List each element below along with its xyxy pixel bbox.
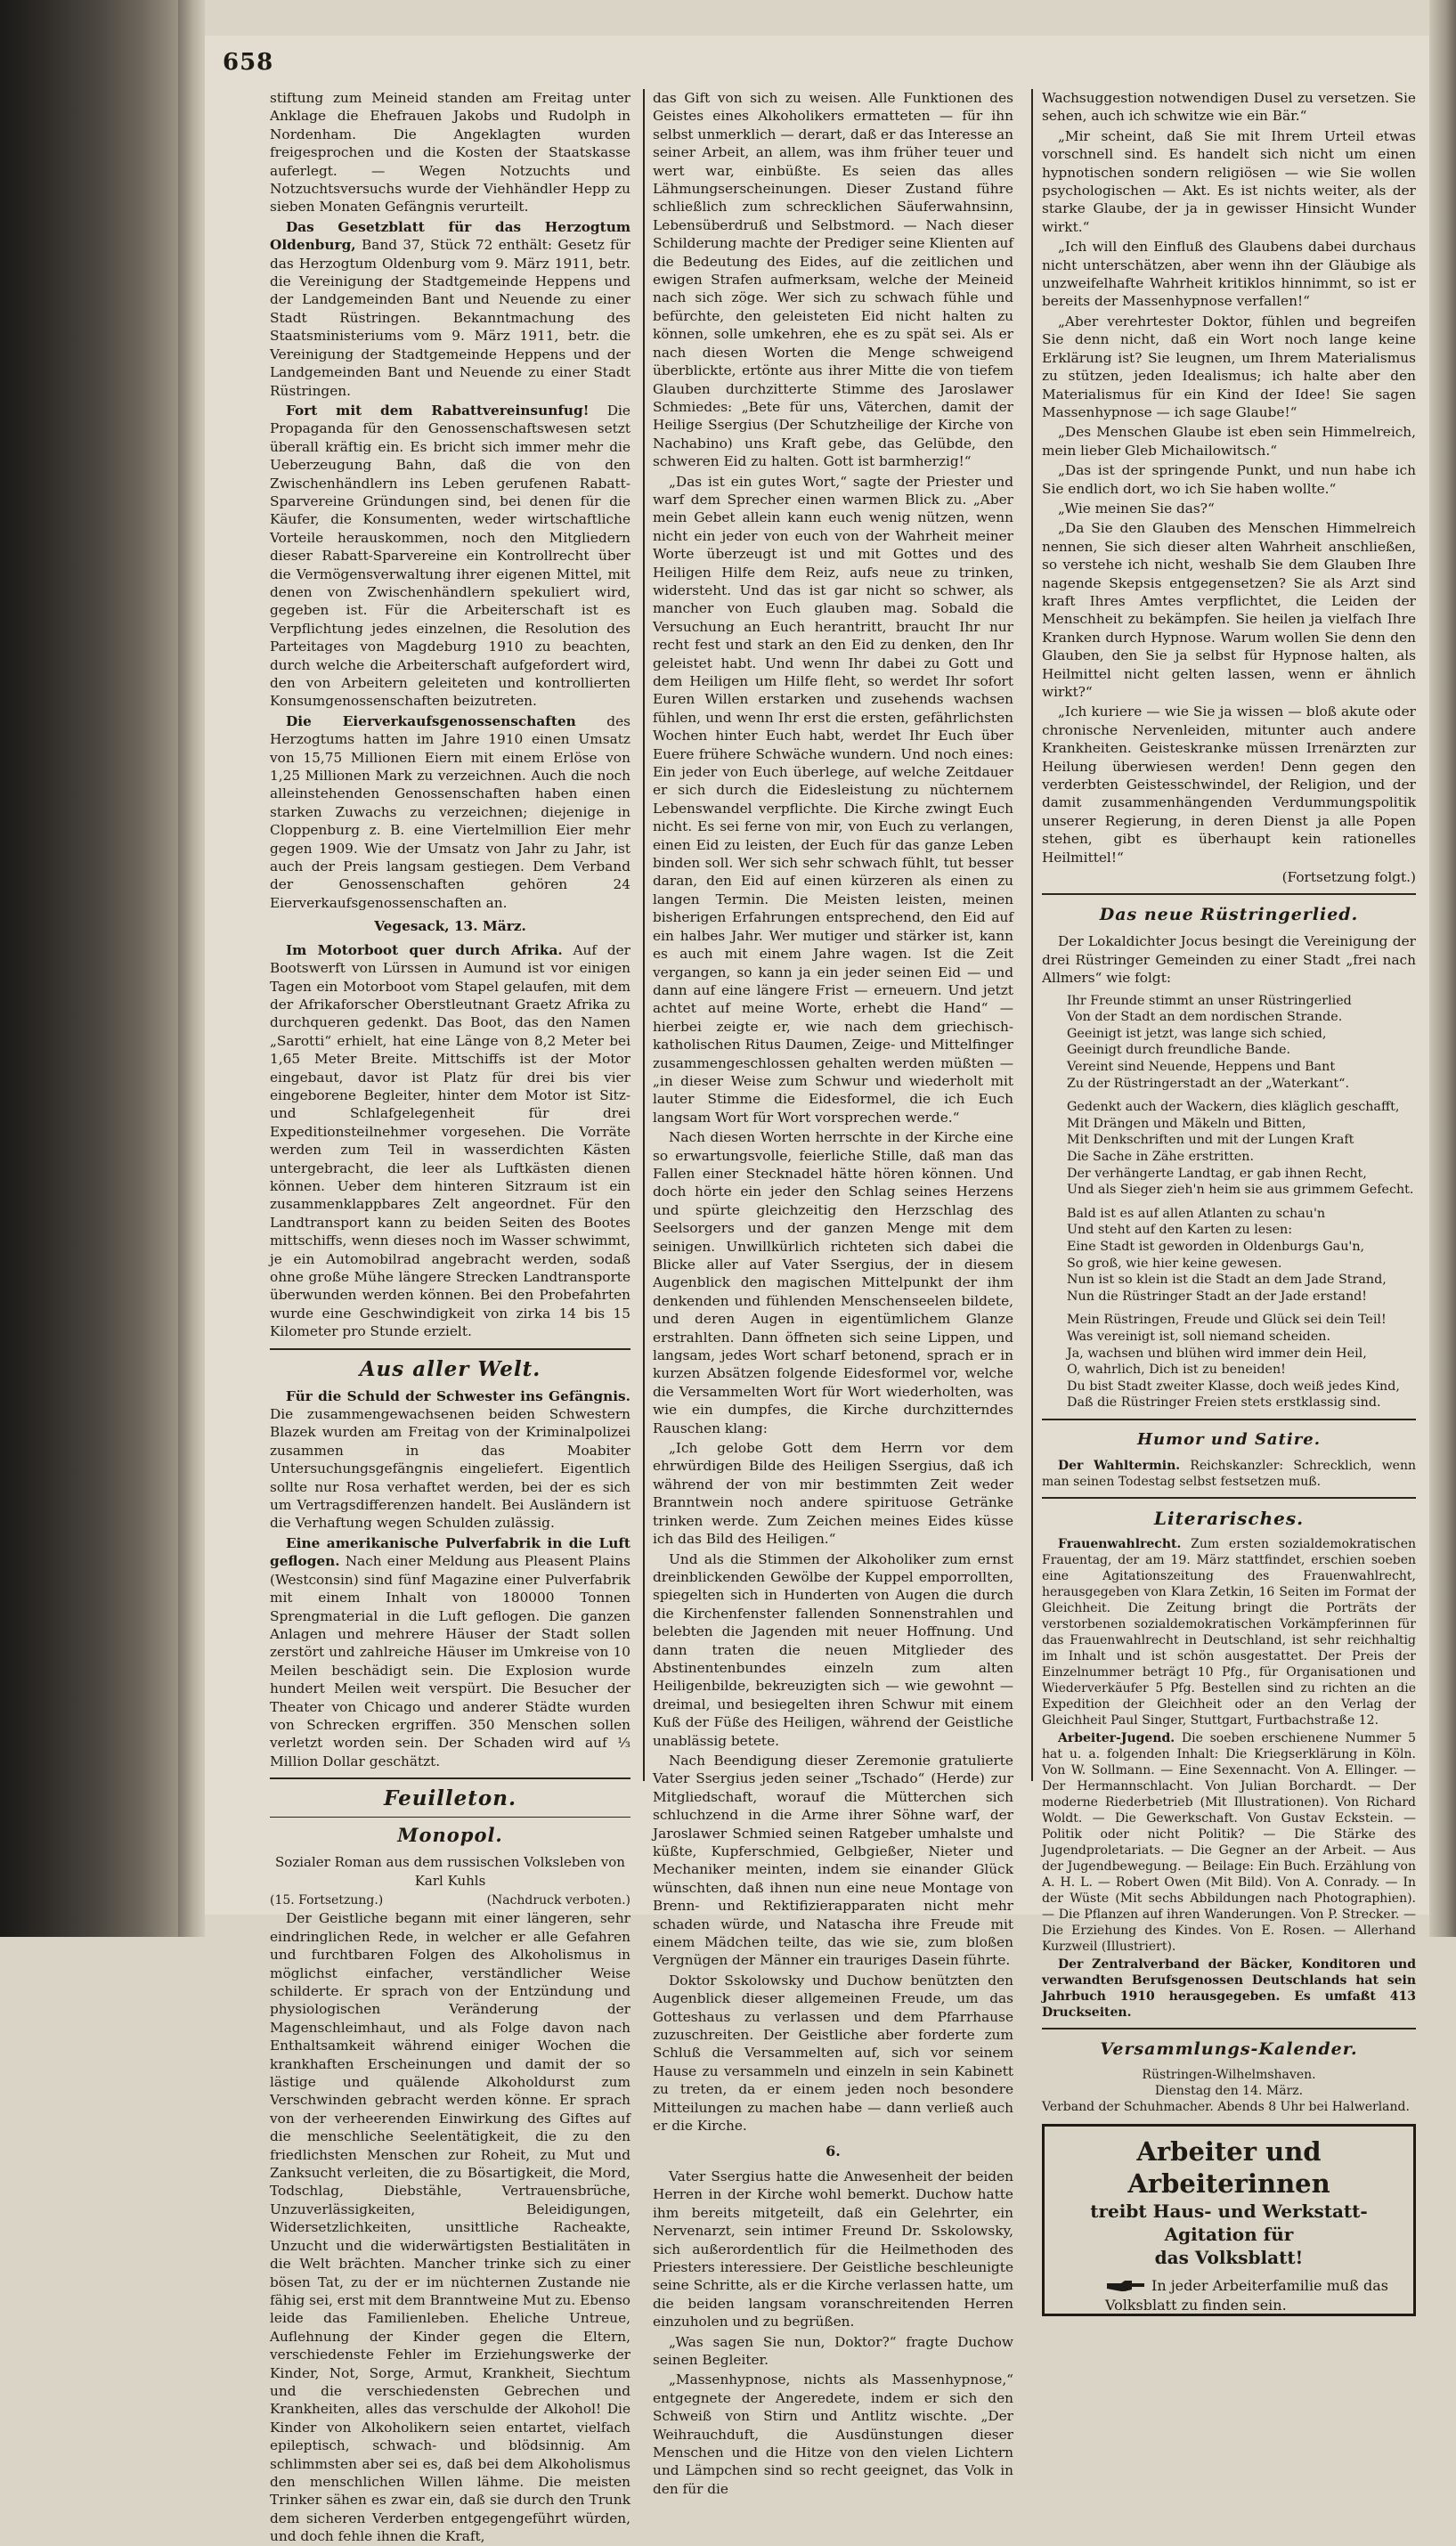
- article-eier: [270, 712, 630, 912]
- column-2: [653, 89, 1013, 2497]
- lied-intro: Der Lokaldichter Jocus besingt die Vereinigung der drei Rüstringer Gemeinden zu einer Stadt „frei nach Allmers“ wie folgt:: [1042, 933, 1416, 987]
- article-body: Die soeben erschienene Nummer 5 hat u. a. folgenden Inhalt: Die Kriegserklärung in Köln. Von W. Sollmann. — Eine Sexennacht. Von A. Ellinger. — Der Hermannschlacht. Von Julian Borchardt. — Der moderne Riederbetrieb (Mit Illustrationen). Von Richard Woldt. — Die Gewerkschaft. Von Gustav Eckstein. — Politik oder nicht Politik? — Die Stärke des Jugendproletariats. — Die Gegner an der Arbeit. — Aus der Jugendbewegung. — Beilage: Ein Buch. Erzählung von A. H. L. — Robert Owen (Mit Bild). Von A. Conrady. — In der Wüste (Mit sechs Abbildungen nach Photographien). — Die Pflanzen auf ihren Wanderungen. Von P. Strecker. — Die Erziehung des Kindes. Von E. Rosen. — Allerhand Kurzweil (Illustriert).: [1042, 1730, 1417, 1954]
- novel-to-be-continued: (Fortsetzung folgt.): [1281, 869, 1416, 886]
- ad-subtitle: treibt Haus- und Werkstatt-Agitation für: [1090, 2200, 1368, 2245]
- poem-line: Bald ist es auf allen Atlanten zu schau'n: [1067, 1206, 1326, 1221]
- article-heading: Das Gesetzblatt für das Herzogtum Oldenburg,: [270, 218, 630, 254]
- article-heading: Arbeiter-Jugend.: [1058, 1730, 1175, 1745]
- article-heading: Für die Schuld der Schwester ins Gefängnis.: [286, 1387, 630, 1404]
- novel-title: Monopol.: [397, 1824, 503, 1847]
- calendar-date: Dienstag den 14. März.: [1154, 2083, 1304, 2098]
- ad-title: Arbeiter und Arbeiterinnen: [1127, 2135, 1330, 2199]
- novel-paragraph: das Gift von sich zu weisen. Alle Funktionen des Geistes eines Alkoholikers ermatteten — für ihn selbst unmerklich — derart, daß er das Interesse an seiner Arbeit, an allem, was ihm früher teuer und wert war, einbüßte. Es seien das alles Lähmungserscheinungen. Dieser Zustand führe schließlich zum schrecklichen Säuferwahnsinn, Lebensüberdruß und Selbstmord. — Nach dieser Schilderung machte der Prediger seine Klienten auf die Bedeutung des Eides, auf die zeitlichen und ewigen Strafen aufmerksam, welche der Meineid nach sich zöge. Wer sich zu schwach fühle und befürchte, den geleisteten Eid nicht halten zu können, solle umkehren, ehe es zu spät sei. Als er nach diesen Worten die Menge schweigend überblickte, ertönte aus ihrer Mitte die von tiefem Glauben durchzitterte Stimme des Jaroslawer Schmiedes: „Bete für uns, Väterchen, damit der Heilige Ssergius (Der Schutzheilige der Kirche von Nachabino) uns Kraft gebe, das Gelübde, den schweren Eid zu halten. Gott ist barmherzig!“: [653, 90, 1013, 470]
- novel-paragraph: „Was sagen Sie nun, Doktor?“ fragte Duchow seinen Begleiter.: [653, 2333, 1013, 2368]
- article-motorboot: [270, 941, 630, 1341]
- chapter-number: 6.: [826, 2142, 841, 2160]
- poem-line: Vereint sind Neuende, Heppens und Bant: [1067, 1060, 1336, 1075]
- binding-edge: [178, 0, 205, 1937]
- book-binding: [0, 0, 178, 1937]
- novel-paragraph: Vater Ssergius hatte die Anwesenheit der beiden Herren in der Kirche wohl bemerkt. Duchow hatte ihm bereits mitgeteilt, daß ein Gelehrter, ein Nervenarzt, sein intimer Freund Dr. Sskolowsky, sich außerordentlich für die Heilmethoden des Priesters interessiere. Der Geistliche beschleunigte seine Schritte, als er die Kirche verlassen hatte, um die beiden langsam voranschreitenden Herren einzuholen und zu begrüßen.: [653, 2168, 1013, 2330]
- poem-line: Und steht auf den Karten zu lesen:: [1067, 1223, 1293, 1238]
- column-1: [270, 89, 630, 2545]
- lit-item: Der Zentralverband der Bäcker, Konditoren und verwandten Berufsgenossen Deutschlands hat sein Jahrbuch 1910 herausgegeben. Es umfaßt 413 Druckseiten.: [1042, 1956, 1416, 2020]
- humor-item: [1042, 1458, 1416, 1490]
- article-heading: Die Eierverkaufsgenossenschaften: [286, 712, 576, 729]
- article-body: Die zusammengewachsenen beiden Schwestern Blazek wurden am Freitag von der Kriminalpolizei zusammen in das Moabiter Untersuchungsgefängnis eingeliefert. Eigentlich sollte nur Rosa verhaftet werden, bei der es sich um Vertragsdifferenzen handelt. Bei Ausländern ist die Verhaftung wegen Schulden zulässig.: [270, 1406, 630, 1532]
- section-divider: [1042, 1419, 1416, 1420]
- ad-note: [1052, 2276, 1406, 2315]
- section-title-humor: Humor und Satire.: [1137, 1429, 1321, 1449]
- lit-item: [1042, 1536, 1416, 1729]
- novel-paragraph: Nach Beendigung dieser Zeremonie gratulierte Vater Ssergius jeden seiner „Tschado“ (Herde) zur Mitgliedschaft, worauf die Mütterchen sich schluchzend in die Arme ihrer Söhne warf, der Jaroslawer Schmied seinen Ratgeber umhalste und küßte, Kupferschmied, Gelbgießer, Nieter und Mechaniker meinten, indem sie einander Glück wünschten, daß ihnen nun eine neue Montage von Brenn- und Rektifizierapparaten nicht mehr schaden würde, und Natascha ihre Freude mit einem Mädchen teilte, das wie sie, zum bloßen Vergnügen der Männer ein trauriges Dasein führte.: [653, 1752, 1013, 1969]
- novel-paragraph: „Das ist der springende Punkt, und nun habe ich Sie endlich dort, wo ich Sie haben wollte.“: [1042, 462, 1416, 497]
- poem-line: O, wahrlich, Dich ist zu beneiden!: [1067, 1362, 1286, 1378]
- poem-line: Mit Drängen und Mäkeln und Bitten,: [1067, 1116, 1306, 1131]
- section-title-kalender: Versammlungs-Kalender.: [1100, 2038, 1358, 2059]
- section-divider: [270, 1348, 630, 1350]
- ad-subtitle: das Volksblatt!: [1154, 2246, 1304, 2268]
- poem-line: Zu der Rüstringerstadt an der „Waterkant“.: [1067, 1076, 1350, 1091]
- section-divider: [1042, 2028, 1416, 2029]
- pointing-hand-icon: [1105, 2279, 1146, 2293]
- section-divider: [1042, 893, 1416, 895]
- novel-paragraph: Doktor Sskolowsky und Duchow benützten den Augenblick dieser allgemeinen Freude, um das Gotteshaus zu verlassen und dem Pfarrhause zuzuschreiten. Der Geistliche aber forderte zum Schluß die Versammelten auf, sich vor seinem Hause zu versammeln und einzeln in sein Kabinett zu treten, da er einem jeden noch besondere Mitteilungen zu machen habe — dann verließ auch er die Kirche.: [653, 1972, 1013, 2135]
- section-divider: [270, 1777, 630, 1779]
- poem-line: Daß die Rüstringer Freien stets erstklassig sind.: [1067, 1395, 1381, 1411]
- section-title-literarisches: Literarisches.: [1153, 1507, 1305, 1529]
- article-heading: Eine amerikanische Pulverfabrik in die Luft geflogen.: [270, 1534, 630, 1570]
- novel-paragraph: „Ich will den Einfluß des Glaubens dabei durchaus nicht unterschätzen, aber wenn ihn der Gläubige als unzweifelhafte Wahrheit kritiklos hinnimmt, so ist er bereits der Massenhypnose verfallen!“: [1042, 239, 1416, 310]
- section-divider: [1042, 1497, 1416, 1499]
- poem-line: Ihr Freunde stimmt an unser Rüstringerlied: [1067, 993, 1352, 1008]
- article-heading: Fort mit dem Rabattvereinsunfug!: [286, 402, 590, 419]
- article-heading: Im Motorboot quer durch Afrika.: [286, 941, 563, 958]
- novel-continuation: (15. Fortsetzung.): [270, 1892, 384, 1907]
- article-pulverfabrik: [270, 1534, 630, 1770]
- section-divider: [270, 1817, 630, 1818]
- poem-line: So groß, wie hier keine gewesen.: [1067, 1256, 1282, 1271]
- article-body: Band 37, Stück 72 enthält: Gesetz für das Herzogtum Oldenburg vom 9. März 1911, betr. die Vereinigung der Stadtgemeinde Heppens und der Landgemeinden Bant und Neuende zu einer Stadt Rüstringen. Bekanntmachung des Staatsministeriums vom 9. März 1911, betr. die Vereinigung der Stadtgemeinde Heppens und der Landgemeinden Bant und Neuende zu einer Stadt Rüstringen.: [270, 237, 630, 399]
- advertisement-box: [1042, 2124, 1416, 2316]
- poem-line: Geeinigt ist jetzt, was lange sich schied,: [1067, 1026, 1327, 1041]
- poem-line: Ja, wachsen und blühen wird immer dein Heil,: [1067, 1346, 1367, 1361]
- poem-stanza: [1067, 1312, 1416, 1411]
- poem: [1067, 993, 1416, 1411]
- poem-stanza: [1067, 1099, 1416, 1199]
- novel-copyright: (Nachdruck verboten.): [486, 1892, 630, 1907]
- article-meineid: stiftung zum Meineid standen am Freitag unter Anklage die Ehefrauen Jakobs und Rudolph in Nordenham. Die Angeklagten wurden freigesprochen und die Kosten der Staatskasse auferlegt. — Wegen Notzuchts und Notzuchtsversuchs wurde der Viehhändler Hepp zu sieben Monaten Gefängnis verurteilt.: [270, 90, 630, 216]
- article-body: Auf der Bootswerft von Lürssen in Aumund ist vor einigen Tagen ein Motorboot vom Stapel gelaufen, mit dem der Afrikaforscher Oberstleutnant Graetz Afrika zu durchqueren gedenkt. Das Boot, das den Namen „Sarotti“ erhielt, hat eine Länge von 8,2 Meter bei 1,65 Meter Breite. Mittschiffs ist der Motor eingebaut, davor ist Platz für drei bis vier eingeborene Begleiter, hinter dem Motor ist Sitz- und Schlafgelegenheit für drei Expeditionsteilnehmer vorgesehen. Die Vorräte werden zum Teil in wasserdichten Kästen untergebracht, die leer als Luftkästen dienen können. Ueber dem hinteren Sitzraum ist ein zusammenklappbares Zelt angeordnet. Für den Landtransport kann zu beiden Seiten des Bootes mittschiffs, wenn dieses noch im Wasser schwimmt, je ein Automobilrad angebracht werden, sodaß ohne große Mühe längere Strecken Landtransporte überwunden werden können. Bei den Probefahrten wurde eine Geschwindigkeit von zirka 14 bis 15 Kilometer pro Stunde erzielt.: [270, 941, 630, 1340]
- novel-paragraph: Und als die Stimmen der Alkoholiker zum ernst dreinblickenden Gewölbe der Kuppel emporrollten, spiegelten sich in Hunderten von Augen die durch die Kirchenfenster fallenden Sonnenstrahlen und belebten die Jagenden mit neuer Hoffnung. Und dann traten die neuen Mitglieder des Abstinentenbundes einzeln zum alten Heiligenbilde, bekreuzigten sich — wie gewohnt — dreimal, und besiegelten ihren Schwur mit einem Kuß der Füße des Heiligen, während der Geistliche unablässig betete.: [653, 1550, 1013, 1749]
- lit-item: [1042, 1730, 1416, 1955]
- novel-paragraph: „Mir scheint, daß Sie mit Ihrem Urteil etwas vorschnell sind. Es handelt sich nicht um einen hypnotischen sondern religiösen — wie Sie wollen psychologischen — Akt. Es ist nichts weiter, als der starke Glaube, der ja in gewisser Hinsicht Wunder wirkt.“: [1042, 127, 1416, 235]
- article-schuld: [270, 1387, 630, 1533]
- dateline: Vegesack, 13. März.: [374, 918, 526, 935]
- poem-line: Nun die Rüstringer Stadt an der Jade erstand!: [1067, 1289, 1368, 1304]
- article-body: Die Propaganda für den Genossenschaftswesen setzt überall kräftig ein. Es bricht sich immer mehr die Ueberzeugung Bahn, daß die von den Zwischenhändlern ins Leben gerufenen Rabatt-Sparvereine Gründungen sind, bei denen für die Käufer, die Konsumenten, weder wirtschaftliche Vorteile herauskommen, noch den Mitgliedern dieser Rabatt-Sparvereine ein Kontrollrecht über die Vermögensverwaltung ihrer eigenen Mittel, mit denen von Zwischenhändlern spekuliert wird, gegeben ist. Für die Arbeiterschaft ist es Verpflichtung jedes einzelnen, die Resolution des Parteitages von Magdeburg 1910 zu beachten, durch welche die Arbeiterschaft aufgefordert wird, den von Arbeitern geleiteten und kontrollierten Konsumgenossenschaften beizutreten.: [270, 402, 630, 710]
- poem-line: Gedenkt auch der Wackern, dies kläglich geschafft,: [1067, 1100, 1400, 1115]
- article-body: des Herzogtums hatten im Jahre 1910 einen Umsatz von 15,75 Millionen Eiern mit einem Erlöse von 1,25 Millionen Mark zu verzeichnen. Auch die noch alleinstehenden Genossenschaften haben einen starken Zuwachs zu verzeichnen; diejenige in Cloppenburg z. B. eine Viertelmillion Eier mehr gegen 1909. Wie der Umsatz von Jahr zu Jahr, ist auch der Preis langsam gestiegen. Dem Verband der Genossenschaften gehören 24 Eierverkaufsgenossenschaften an.: [270, 712, 630, 911]
- column-3: [1042, 89, 1417, 2314]
- poem-stanza: [1067, 993, 1416, 1093]
- ad-note-text: In jeder Arbeiterfamilie muß das Volksblatt zu finden sein.: [1105, 2276, 1388, 2314]
- column-rule-1: [643, 89, 645, 1781]
- page-right-edge: [1429, 0, 1456, 1937]
- article-rabatt: [270, 402, 630, 711]
- article-heading: Der Wahltermin.: [1058, 1458, 1181, 1473]
- novel-subtitle: Sozialer Roman aus dem russischen Volksleben von Karl Kuhls: [275, 1854, 625, 1889]
- novel-paragraph: „Das ist ein gutes Wort,“ sagte der Priester und warf dem Sprecher einen warmen Blick zu. „Aber mein Gebet allein kann euch wenig nützen, wenn nicht ein jeder von euch von der Wahrheit meiner Worte überzeugt ist und mit Gottes und des Heiligen Hilfe dem Reiz, aufs neue zu trinken, widersteht. Und das ist gar nicht so schwer, als mancher von Euch glauben mag. Sobald die Versuchung an Euch herantritt, braucht Ihr nur recht fest und stark an den Eid zu denken, den Ihr geleistet habt. Und wenn Ihr dabei zu Gott und dem Heiligen um Hilfe fleht, so werdet Ihr sofort Euren Willen erstarken und zusehends wachsen fühlen, und wenn Ihr erst die ersten, gefährlichsten Wochen hinter Euch habt, werdet Ihr Euch über Euere frühere Schwäche wundern. Und noch eines: Ein jeder von Euch überlege, auf welche Zeitdauer er sich durch die Eidesleistung zu nüchternem Lebenswandel verpflichte. Die Kirche zwingt Euch nicht. Es sei ferne von mir, von Euch zu verlangen, einen Eid zu leisten, der Euch für das ganze Leben binden soll. Wer sich sehr schwach fühlt, tut besser daran, den Eid auf einen kürzeren als einen zu langen Termin. Die Meisten leisten, meinen bisherigen Erfahrungen entsprechend, den Eid auf ein halbes Jahr. Wer mutiger und stärker ist, kann es auch mit einem Jahre wagen. Ist die Zeit vergangen, so kann ja ein jeder seinen Eid — und dann auf eine längere Frist — erneuern. Und jetzt achtet auf meine Worte, erhebt die Hand“ — hierbei zeigte er, wie nach dem griechisch-katholischen Ritus Daumen, Zeige- und Mittelfinger zusammengeschlossen gehalten werden müßten — „in dieser Weise zum Schwur und wiederholt mit lauter Stimme die Eidesformel, die ich Euch langsam Wort für Wort vorsprechen werde.“: [653, 473, 1013, 1126]
- calendar-entry: Verband der Schuhmacher. Abends 8 Uhr bei Halwerland.: [1042, 2099, 1410, 2114]
- calendar-place: Rüstringen-Wilhelmshaven.: [1142, 2067, 1316, 2082]
- novel-paragraph: „Da Sie den Glauben des Menschen Himmelreich nennen, Sie sich dieser alten Wahrheit anschließen, so verstehe ich nicht, weshalb Sie dem Glauben Ihre nagende Skepsis entgegensetzen? Sie als Arzt sind kraft Ihres Amtes verpflichtet, die Leiden der Menschheit zu bekämpfen. Sie heilen ja vielfach Ihre Kranken durch Hypnose. Warum wollen Sie denn den Glauben, den Sie ja selbst für Hypnose halten, als Heilmittel nicht gelten lassen, wenn er ähnlich wirkt?“: [1042, 520, 1416, 700]
- column-rule-2: [1031, 89, 1033, 1781]
- novel-paragraph: „Des Menschen Glaube ist eben sein Himmelreich, mein lieber Gleb Michailowitsch.“: [1042, 424, 1416, 459]
- novel-paragraph: „Ich gelobe Gott dem Herrn vor dem ehrwürdigen Bilde des Heiligen Ssergius, daß ich während der von mir bestimmten Zeit weder Branntwein noch andere spirituose Getränke trinken werde. Zum Zeichen meines Eides küsse ich das Bild des Heiligen.“: [653, 1440, 1013, 1548]
- article-body: Zum ersten sozialdemokratischen Frauentag, der am 19. März stattfindet, erschien soeben eine Agitationszeitung des Frauenwahlrecht, herausgegeben von Klara Zetkin, 16 Seiten im Format der Gleichheit. Die Zeitung bringt die Porträts der verstorbenen sozialdemokratischen Vorkämpferinnen für das Frauenwahlrecht in Deutschland, ist sehr reichhaltig im Inhalt und ist schön ausgestattet. Der Preis der Einzelnummer beträgt 10 Pfg., für Organisationen und Wiederverkäufer 5 Pfg. Bestellen sind zu richten an die Expedition der Gleichheit oder an den Verlag der Gleichheit Paul Singer, Stuttgart, Furtbachstraße 12.: [1042, 1536, 1416, 1728]
- poem-line: Nun ist so klein ist die Stadt an dem Jade Strand,: [1067, 1273, 1387, 1288]
- poem-stanza: [1067, 1206, 1416, 1306]
- poem-line: Mein Rüstringen, Freude und Glück sei dein Teil!: [1067, 1313, 1387, 1328]
- poem-line: Eine Stadt ist geworden in Oldenburgs Gau'n,: [1067, 1240, 1365, 1254]
- novel-paragraph: Nach diesen Worten herrschte in der Kirche eine so erwartungsvolle, feierliche Stille, daß man das Fallen einer Stecknadel hätte hören können. Und doch hörte ein jeder den Schlag seines Herzens und spürte gleichzeitig den Herzschlag des Seelsorgers und der ganzen Menge mit dem seinigen. Unwillkürlich richteten sich dabei die Blicke aller auf Vater Ssergius, der in diesem Augenblick den magischen Mittelpunkt der ihm denkenden und fühlenden Menschenseelen bildete, und deren Augen in eigentümlichem Glanze erstrahlten. Dann öffneten sich seine Lippen, und langsam, jedes Wort scharf betonend, sprach er in kurzen Absätzen folgende Eidesformel vor, welche die Versammelten Wort für Wort wiederholten, was wie ein dumpfes, die Kirche durchzitterndes Rauschen klang:: [653, 1129, 1013, 1436]
- poem-line: Der verhängerte Landtag, er gab ihnen Recht,: [1067, 1166, 1367, 1181]
- poem-line: Von der Stadt an dem nordischen Strande.: [1067, 1010, 1343, 1025]
- poem-line: Und als Sieger zieh'n heim sie aus grimmem Gefecht.: [1067, 1183, 1414, 1198]
- novel-paragraph: „Ich kuriere — wie Sie ja wissen — bloß akute oder chronische Nervenleiden, mitunter auch andere Krankheiten. Geisteskranke müssen Irrenärzten zur Heilung überwiesen werden! Denn gegen den verderbten Geistesschwindel, der Religion, und der damit zusammenhängenden Verdummungspolitik unserer Regierung, in deren Dienst ja alle Popen stehen, gibt es überhaupt kein rationelles Heilmittel!“: [1042, 704, 1416, 866]
- novel-meta: [270, 1891, 630, 1909]
- page-number: 658: [223, 49, 274, 76]
- article-heading: Frauenwahlrecht.: [1058, 1536, 1182, 1551]
- poem-line: Geeinigt durch freundliche Bande.: [1067, 1043, 1291, 1058]
- novel-paragraph: Der Geistliche begann mit einer längeren, sehr eindringlichen Rede, in welcher er alle Gefahren und furchtbaren Folgen des Alkoholismus in möglichst einfacher, verständlicher Weise schilderte. Er sprach von der Entzündung und physiologischen Veränderung der Magenschleimhaut, und als Folge davon nach Enthaltsamkeit während einiger Wochen die krankhaften Erscheinungen und damit der so lästige und quälende Alkoholdurst zum Verschwinden gebracht werden könne. Er sprach von der verheerenden Einwirkung des Giftes auf die menschliche Seelentätigkeit, die zu den friedlichsten Menschen zur Roheit, zu Mut und Zanksucht verleiten, die zu Bösartigkeit, die Mord, Todschlag, Diebstähle, Vertrauensbrüche, Unzuverlässigkeiten, Beleidigungen, Widersetzlichkeiten, unsittliche Racheakte, Unzucht und die widerwärtigsten Bestialitäten in die Welt brächten. Mancher trinke sich zu einer bösen Tat, zu der er im nüchternen Zustande nie fähig sei, erst mit dem Branntweine Mut zu. Ebenso leide das Familienleben. Eheliche Untreue, Auflehnung der Kinder gegen die Eltern, verschiedenste Fehler im Erziehungswerke der Kinder, Not, Sorge, Armut, Krankheit, Siechtum und die verschiedensten Gebrechen und Krankheiten, alles das verschulde der Alkohol! Die Kinder von Alkoholikern seien entartet, vielfach epileptisch, schwach- und blödsinnig. Am schlimmsten aber sei es, daß bei dem Alkoholismus den menschlichen Willen lähme. Die meisten Trinker sähen es zwar ein, daß sie durch den Trunk dem sicheren Verderben entgegengeführt würden, und doch fehle ihnen die Kraft,: [270, 1910, 630, 2545]
- section-title-aus-aller-welt: Aus aller Welt.: [359, 1356, 541, 1381]
- poem-line: Die Sache in Zähe erstritten.: [1067, 1150, 1255, 1165]
- section-title-feuilleton: Feuilleton.: [384, 1786, 517, 1811]
- article-gesetzblatt: [270, 218, 630, 400]
- novel-paragraph: „Massenhypnose, nichts als Massenhypnose,“ entgegnete der Angeredete, indem er sich den Schweiß von Stirn und Antlitz wischte. „Der Weihrauchduft, die Ausdünstungen dieser Menschen und die Hitze von den vielen Lichtern und Lämpchen sind so recht geeignet, das Volk in den für die: [653, 2371, 1013, 2497]
- poem-line: Was vereinigt ist, soll niemand scheiden.: [1067, 1329, 1331, 1344]
- novel-paragraph: Wachsuggestion notwendigen Dusel zu versetzen. Sie sehen, auch ich schwitze wie ein Bär.“: [1042, 90, 1416, 125]
- poem-line: Mit Denkschriften und mit der Lungen Kraft: [1067, 1133, 1354, 1148]
- section-title-lied: Das neue Rüstringerlied.: [1099, 905, 1359, 925]
- article-body: Nach einer Meldung aus Pleasent Plains (Westconsin) sind fünf Magazine einer Pulverfabrik mit einem Inhalt von 180000 Tonnen Sprengmaterial in die Luft geflogen. Die ganzen Anlagen und mehrere Häuser der Stadt sollen zerstört und zahlreiche Häuser im Umkreise von 10 Meilen beschädigt sein. Die Explosion wurde hundert Meilen weit verspürt. Die Besucher der Theater von Chicago und anderer Städte wurden von Schrecken ergriffen. 350 Menschen sollen verletzt worden sein. Der Schaden wird auf ⅓ Million Dollar geschätzt.: [270, 1553, 630, 1769]
- novel-paragraph: „Wie meinen Sie das?“: [1058, 500, 1215, 517]
- novel-paragraph: „Aber verehrtester Doktor, fühlen und begreifen Sie denn nicht, daß ein Wort noch lange keine Erklärung ist? Sie leugnen, um Ihrem Materialismus zu stützen, jeden Idealismus; ich halte aber den Materialismus für ein Kind der Idee! Sie sagen Massenhypnose — ich sage Glaube!“: [1042, 313, 1416, 420]
- poem-line: Du bist Stadt zweiter Klasse, doch weiß jedes Kind,: [1067, 1379, 1400, 1394]
- article-body: Reichskanzler: Schrecklich, wenn man seinen Todestag selbst festsetzen muß.: [1042, 1458, 1416, 1489]
